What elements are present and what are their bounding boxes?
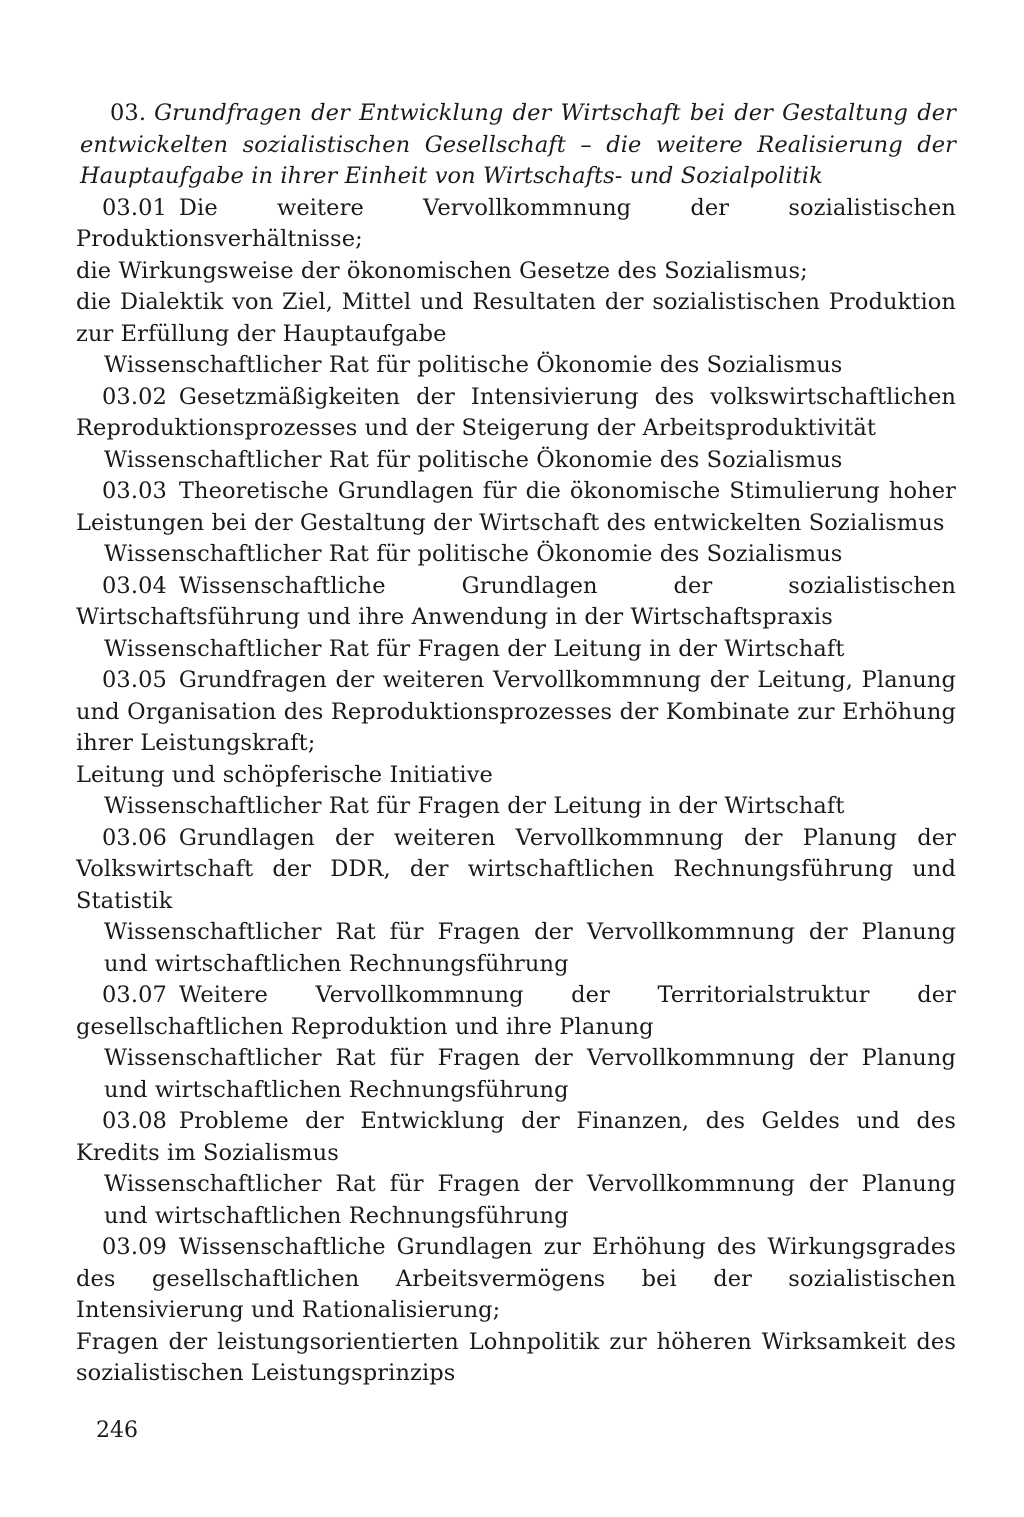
entry-topic <box>76 1232 956 1327</box>
entry-code: 03.09 <box>102 1234 167 1260</box>
entry-title: Weitere Vervollkommnung der Territorialstruktur der gesellschaftlichen Reproduktion und ihre Planung <box>76 982 956 1040</box>
entry-code: 03.02 <box>102 383 167 410</box>
entry-03-02 <box>76 382 956 477</box>
entry-topic <box>76 665 956 760</box>
entry-03-09 <box>76 1232 956 1390</box>
document-page <box>76 98 956 1390</box>
entry-03-07 <box>76 980 956 1106</box>
entry-title: Wissenschaftliche Grundlagen der sozialistischen Wirtschaftsführung und ihre Anwendung in der Wirtschaftspraxis <box>76 572 956 630</box>
entry-council: Wissenschaftlicher Rat für Fragen der Vervollkommnung der Planung und wirtschaftlichen Rechnungsführung <box>104 1171 956 1229</box>
entry-council: Wissenschaftlicher Rat für Fragen der Leitung in der Wirtschaft <box>104 635 845 662</box>
section-number: 03. <box>110 100 147 126</box>
entry-title: Gesetzmäßigkeiten der Intensivierung des volkswirtschaftlichen Reproduktionsprozesses und der Steigerung der Arbeitsproduktivität <box>76 383 956 441</box>
entry-topic <box>76 382 956 445</box>
entry-title: Grundfragen der weiteren Vervollkommnung der Leitung, Planung und Organisation des Reproduktionsprozesses der Kombinate zur Erhöhung ihrer Leistungskraft; <box>76 667 956 756</box>
entry-council: Wissenschaftlicher Rat für Fragen der Leitung in der Wirtschaft <box>104 793 845 819</box>
entry-code: 03.07 <box>102 982 167 1008</box>
entry-topic <box>76 823 956 918</box>
entry-topic <box>76 193 956 256</box>
entry-list <box>76 193 956 1390</box>
entry-council: Wissenschaftlicher Rat für Fragen der Vervollkommnung der Planung und wirtschaftlichen Rechnungsführung <box>104 1045 956 1103</box>
entry-title: Die weitere Vervollkommnung der sozialistischen Produktionsverhältnisse; <box>76 194 956 252</box>
entry-code: 03.05 <box>102 667 167 693</box>
entry-code: 03.08 <box>102 1108 167 1134</box>
entry-council: Wissenschaftlicher Rat für Fragen der Vervollkommnung der Planung und wirtschaftlichen Rechnungsführung <box>104 919 956 977</box>
section-title: Grundfragen der Entwicklung der Wirtschaft bei der Gestaltung der entwickelten sozialistischen Gesellschaft – die weitere Realisierung der Hauptaufgabe in ihrer Einheit von Wirtschafts- und Sozialpolitik <box>80 100 956 189</box>
entry-subtopic: Leitung und schöpferische Initiative <box>76 761 493 788</box>
entry-council: Wissenschaftlicher Rat für politische Ökonomie des Sozialismus <box>104 541 843 567</box>
entry-code: 03.03 <box>102 478 167 504</box>
entry-subtopic: die Wirkungsweise der ökonomischen Gesetze des Sozialismus; <box>76 257 808 284</box>
entry-code: 03.01 <box>102 194 167 221</box>
entry-council: Wissenschaftlicher Rat für politische Ökonomie des Sozialismus <box>104 352 843 378</box>
entry-03-01 <box>76 193 956 382</box>
entry-03-08 <box>76 1106 956 1232</box>
section-heading <box>80 98 956 193</box>
entry-topic <box>76 476 956 539</box>
entry-03-05 <box>76 665 956 823</box>
entry-title: Wissenschaftliche Grundlagen zur Erhöhung des Wirkungsgrades des gesellschaftlichen Arbeitsvermögens bei der sozialistischen Intensivierung und Rationalisierung; <box>76 1234 956 1323</box>
entry-council: Wissenschaftlicher Rat für politische Ökonomie des Sozialismus <box>104 446 843 473</box>
entry-title: Grundlagen der weiteren Vervollkommnung der Planung der Volkswirtschaft der DDR, der wirtschaftlichen Rechnungsführung und Statistik <box>76 824 956 914</box>
entry-title: Probleme der Entwicklung der Finanzen, des Geldes und des Kredits im Sozialismus <box>76 1108 956 1166</box>
entry-03-06 <box>76 823 956 981</box>
entry-code: 03.04 <box>102 572 167 599</box>
entry-subtopic: die Dialektik von Ziel, Mittel und Resultaten der sozialistischen Produktion zur Erfüllung der Hauptaufgabe <box>76 289 956 347</box>
page-number: 246 <box>96 1418 138 1443</box>
entry-topic <box>76 1106 956 1169</box>
entry-code: 03.06 <box>102 824 167 851</box>
entry-subtopic: Fragen der leistungsorientierten Lohnpolitik zur höheren Wirksamkeit des sozialistischen Leistungsprinzips <box>76 1328 956 1386</box>
entry-03-04 <box>76 571 956 666</box>
entry-topic <box>76 980 956 1043</box>
entry-title: Theoretische Grundlagen für die ökonomische Stimulierung hoher Leistungen bei der Gestaltung der Wirtschaft des entwickelten Sozialismus <box>76 478 956 536</box>
entry-topic <box>76 571 956 634</box>
entry-03-03 <box>76 476 956 571</box>
